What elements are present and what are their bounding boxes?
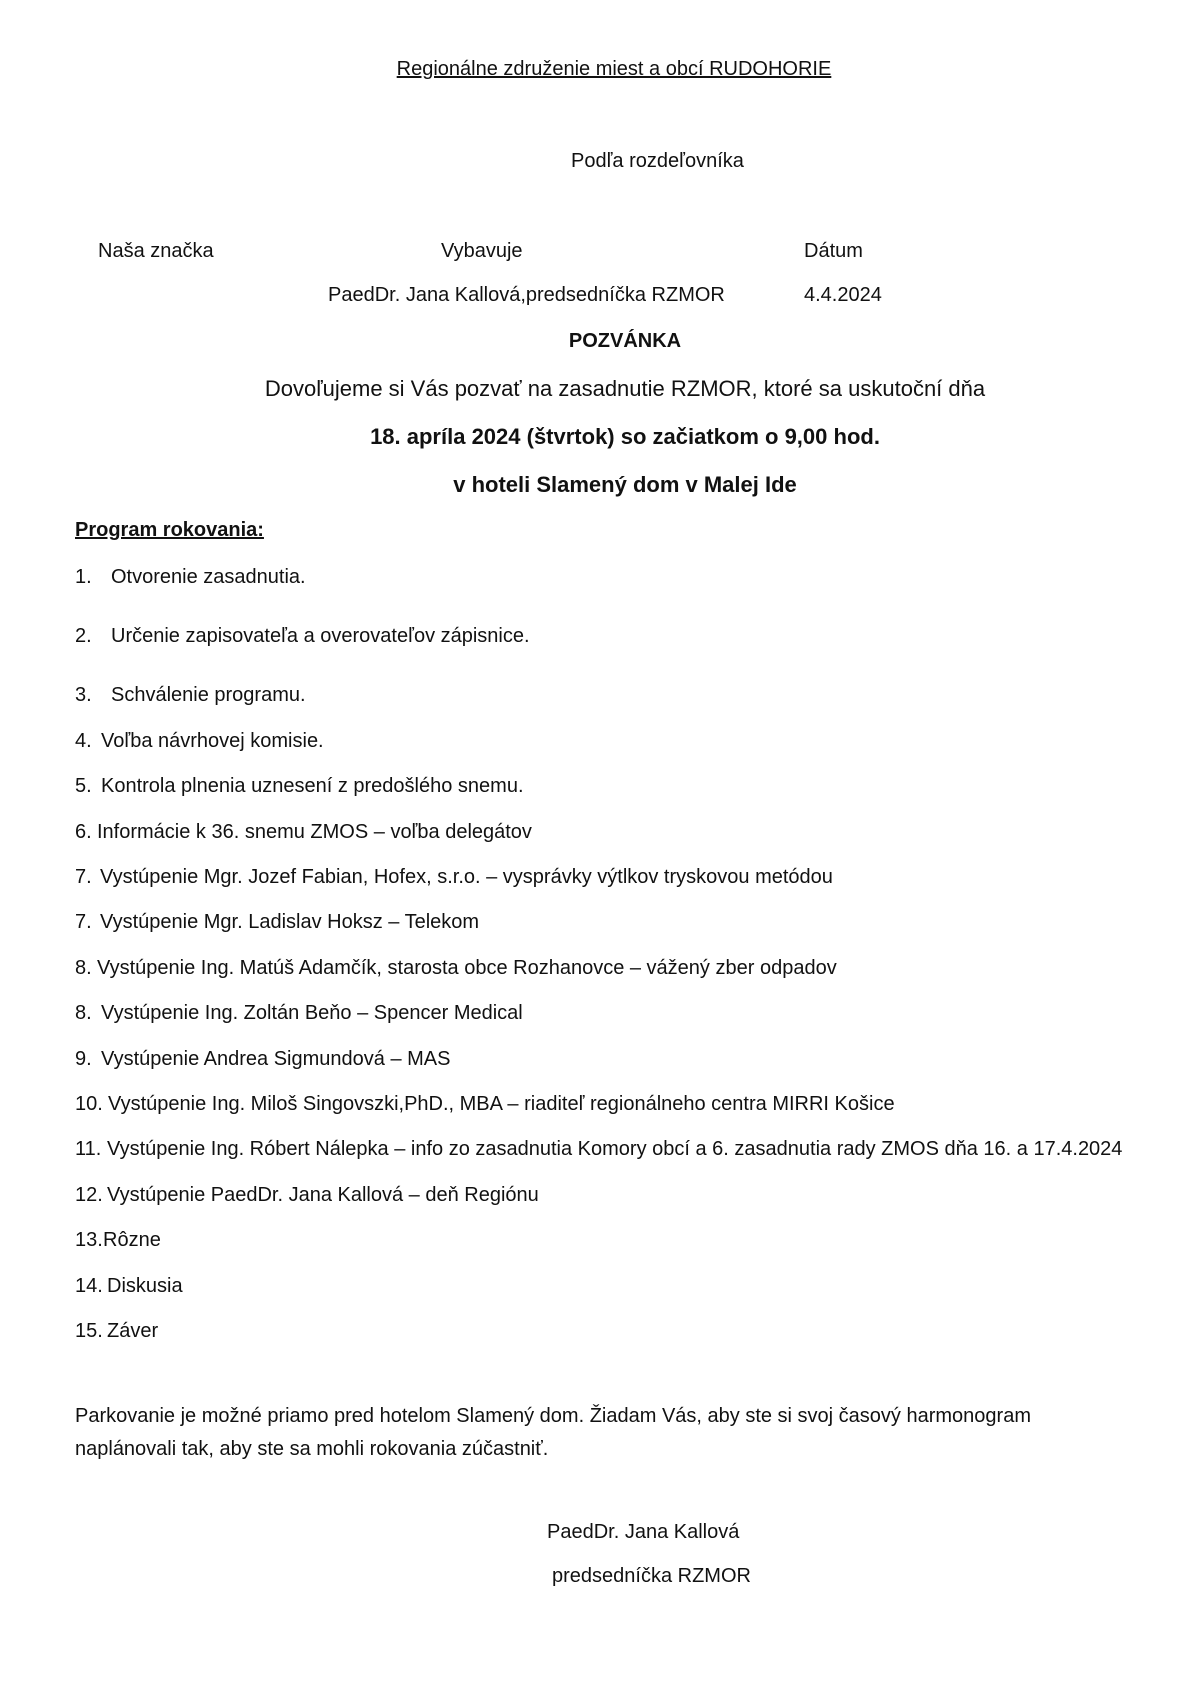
program-item (75, 566, 306, 589)
item-text: Otvorenie zasadnutia. (111, 566, 306, 588)
item-text: Vystúpenie Ing. Róbert Nálepka – info zo zasadnutia Komory obcí a 6. zasadnutia rady ZMOS dňa 16. a 17.4.2024 (107, 1138, 1123, 1160)
program-item (75, 957, 837, 980)
program-item (75, 1320, 158, 1343)
invitation-line: Dovoľujeme si Vás pozvať na zasadnutie RZMOR, ktoré sa uskutoční dňa (264, 376, 986, 401)
signature-name: PaedDr. Jana Kallová (547, 1521, 740, 1543)
program-item (75, 625, 530, 648)
item-text: Vystúpenie Mgr. Jozef Fabian, Hofex, s.r.o. – vysprávky výtlkov tryskovou metódou (100, 866, 833, 888)
reference-label: Naša značka (98, 240, 214, 262)
organization-header: Regionálne združenie miest a obcí RUDOHORIE (396, 58, 832, 80)
item-number: 15. (75, 1320, 103, 1342)
item-number: 7. (75, 911, 92, 933)
invitation-place: v hoteli Slamený dom v Malej Ide (453, 472, 797, 497)
item-text: Vystúpenie Ing. Matúš Adamčík, starosta obce Rozhanovce – vážený zber odpadov (97, 957, 837, 979)
program-item (75, 1138, 1122, 1161)
item-text: Vystúpenie PaedDr. Jana Kallová – deň Regiónu (107, 1184, 539, 1206)
item-text: Vystúpenie Andrea Sigmundová – MAS (101, 1048, 451, 1070)
handler-label: Vybavuje (441, 240, 523, 262)
item-number: 4. (75, 730, 92, 752)
program-item (75, 1002, 523, 1025)
program-item (75, 1184, 539, 1207)
item-number: 2. (75, 625, 92, 647)
date-label: Dátum (804, 240, 863, 262)
invitation-title: POZVÁNKA (568, 330, 682, 352)
item-text: Diskusia (107, 1275, 183, 1297)
item-number: 14. (75, 1275, 103, 1297)
distribution-note: Podľa rozdeľovníka (571, 150, 744, 172)
date-value: 4.4.2024 (804, 284, 882, 306)
item-text: Určenie zapisovateľa a overovateľov zápisnice. (111, 625, 530, 647)
handler-value: PaedDr. Jana Kallová,predsedníčka RZMOR (328, 284, 725, 306)
item-number: 8. (75, 957, 92, 979)
program-item (75, 911, 479, 934)
program-item (75, 1229, 161, 1252)
program-item (75, 821, 532, 844)
program-item (75, 866, 833, 889)
item-text: Informácie k 36. snemu ZMOS – voľba delegátov (97, 821, 532, 843)
item-text: Rôzne (103, 1229, 161, 1251)
item-number: 7. (75, 866, 92, 888)
item-text: Kontrola plnenia uznesení z predošlého snemu. (101, 775, 524, 797)
item-number: 12. (75, 1184, 103, 1206)
program-heading: Program rokovania: (75, 519, 264, 541)
item-number: 5. (75, 775, 92, 797)
item-text: Schválenie programu. (111, 684, 306, 706)
item-number: 1. (75, 566, 92, 588)
item-text: Záver (107, 1320, 159, 1342)
item-number: 3. (75, 684, 92, 706)
item-text: Vystúpenie Ing. Zoltán Beňo – Spencer Medical (101, 1002, 523, 1024)
item-number: 10. (75, 1093, 103, 1115)
item-text: Vystúpenie Mgr. Ladislav Hoksz – Telekom (100, 911, 480, 933)
program-item (75, 1048, 450, 1071)
program-item (75, 1275, 183, 1298)
item-number: 6. (75, 821, 92, 843)
program-item (75, 684, 306, 707)
item-number: 11. (75, 1138, 102, 1160)
parking-note: Parkovanie je možné priamo pred hotelom Slamený dom. Žiadam Vás, aby ste si svoj časový harmonogram naplánovali tak, aby ste sa mohli rokovania zúčastniť. (75, 1405, 1031, 1460)
program-item (75, 730, 324, 753)
item-number: 8. (75, 1002, 92, 1024)
item-text: Voľba návrhovej komisie. (101, 730, 324, 752)
invitation-date: 18. apríla 2024 (štvrtok) so začiatkom o 9,00 hod. (370, 424, 880, 449)
program-item (75, 775, 524, 798)
program-item (75, 1093, 895, 1116)
item-number: 13. (75, 1229, 103, 1251)
signature-title: predsedníčka RZMOR (552, 1565, 751, 1587)
item-text: Vystúpenie Ing. Miloš Singovszki,PhD., MBA – riaditeľ regionálneho centra MIRRI Košice (108, 1093, 895, 1115)
item-number: 9. (75, 1048, 92, 1070)
